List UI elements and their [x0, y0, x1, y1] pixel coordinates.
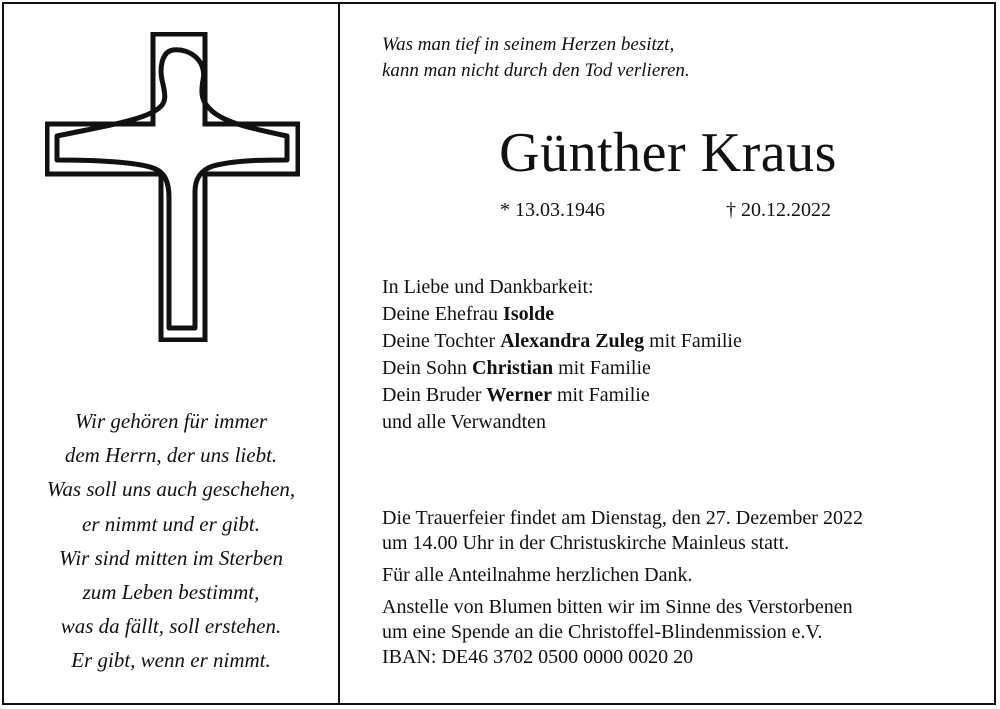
poem-line: was da fällt, soll erstehen. — [60, 614, 282, 639]
motto-line: Was man tief in seinem Herzen besitzt, — [382, 34, 675, 55]
family-outro: und alle Verwandten — [382, 411, 547, 433]
family-line: Deine Tochter Alexandra Zuleg mit Familie — [382, 330, 742, 352]
donation-line: Anstelle von Blumen bitten wir im Sinne des Verstorbenen — [382, 596, 853, 618]
family-line: Deine Ehefrau Isolde — [382, 303, 555, 325]
family-line: Dein Sohn Christian mit Familie — [382, 357, 651, 379]
death-date: † 20.12.2022 — [726, 199, 831, 221]
poem-line: Er gibt, wenn er nimmt. — [71, 648, 271, 673]
thanks-text — [382, 563, 982, 588]
column-divider — [338, 2, 340, 705]
motto-line: kann man nicht durch den Tod verlieren. — [382, 60, 690, 81]
thanks-line: Für alle Anteilnahme herzlichen Dank. — [382, 564, 693, 586]
service-line: um 14.00 Uhr in der Christuskirche Mainleus statt. — [382, 532, 790, 554]
donation-info — [382, 595, 982, 670]
service-line: Die Trauerfeier findet am Dienstag, den 27. Dezember 2022 — [382, 507, 863, 529]
deceased-name: Günther Kraus — [499, 122, 837, 184]
family-member-name: Isolde — [503, 303, 555, 325]
donation-line: um eine Spende an die Christoffel-Blindenmission e.V. — [382, 621, 823, 643]
family-member-name: Christian — [472, 357, 554, 379]
poem-line: er nimmt und er gibt. — [82, 511, 260, 536]
poem-line: zum Leben bestimmt, — [82, 580, 260, 605]
poem-line: dem Herrn, der uns liebt. — [64, 443, 278, 468]
family-list — [382, 274, 742, 436]
family-line: Dein Bruder Werner mit Familie — [382, 384, 650, 406]
cross-with-figure-icon — [45, 32, 300, 342]
poem-line: Was soll uns auch geschehen, — [46, 477, 296, 502]
family-member-name: Alexandra Zuleg — [500, 330, 645, 352]
poem-line: Wir gehören für immer — [74, 409, 268, 433]
iban-line: IBAN: DE46 3702 0500 0000 0020 20 — [382, 646, 694, 668]
poem-line: Wir sind mitten im Sterben — [59, 545, 283, 570]
motto-quote — [382, 32, 690, 84]
service-info — [382, 506, 982, 556]
family-member-name: Werner — [486, 384, 552, 406]
birth-date: * 13.03.1946 — [500, 199, 605, 221]
left-poem — [10, 404, 332, 678]
family-intro: In Liebe und Dankbarkeit: — [382, 276, 594, 298]
